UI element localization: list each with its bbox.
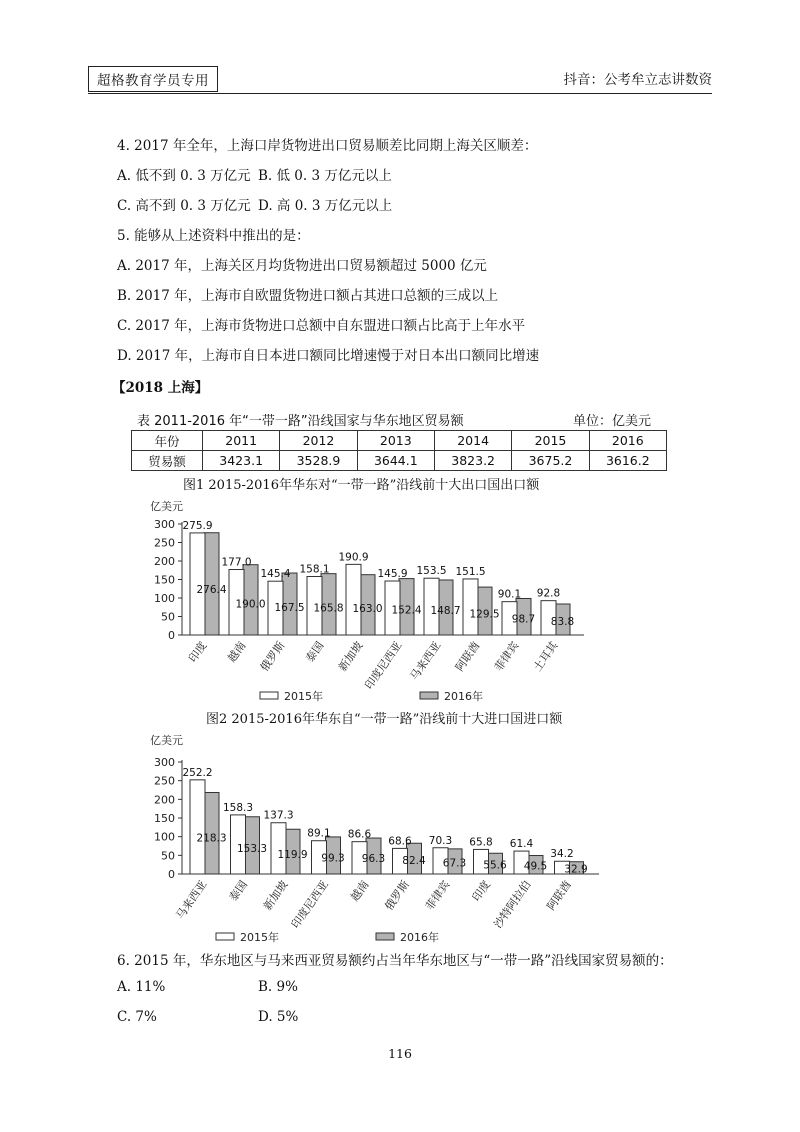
bar-2015 — [463, 579, 478, 635]
category-label: 沙特阿拉伯 — [491, 878, 534, 931]
header-divider — [88, 93, 712, 94]
data-label-2016: 119.9 — [277, 848, 308, 861]
category-label: 阿联酋 — [452, 639, 483, 674]
legend-label-2015: 2015年 — [284, 690, 323, 703]
data-label-2016: 55.6 — [483, 859, 507, 872]
data-label-2016: 83.8 — [550, 616, 575, 629]
data-label-2016: 32.9 — [564, 863, 588, 876]
data-label-2015: 151.5 — [455, 565, 486, 578]
category-label: 印度 — [469, 878, 493, 904]
bar-2015 — [346, 564, 361, 635]
category-label: 菲律宾 — [491, 639, 522, 674]
data-label-2015: 92.8 — [536, 587, 561, 600]
data-label-2016: 153.3 — [236, 843, 268, 856]
y-tick-label: 250 — [154, 774, 175, 788]
table-cell: 2013 — [357, 431, 434, 451]
q4-option-c: C. 高不到 0. 3 万亿元 — [117, 198, 251, 214]
category-label: 俄罗斯 — [257, 639, 288, 674]
category-label: 新加坡 — [260, 878, 291, 913]
data-label-2015: 137.3 — [263, 809, 294, 822]
legend-swatch-2015 — [260, 692, 278, 699]
data-label-2016: 129.5 — [469, 608, 500, 621]
data-label-2015: 70.3 — [428, 834, 453, 847]
data-label-2015: 61.4 — [509, 838, 534, 851]
category-label: 泰国 — [226, 878, 250, 904]
table-cell: 3644.1 — [357, 451, 434, 471]
legend-swatch-2016 — [376, 933, 394, 940]
section-title: 【2018 上海】 — [112, 380, 209, 396]
table-unit: 单位：亿美元 — [573, 414, 652, 429]
category-label: 印度尼西亚 — [362, 639, 405, 692]
data-label-2015: 145.9 — [377, 568, 408, 581]
q6-option-c: C. 7% — [117, 1009, 157, 1025]
y-tick-label: 100 — [154, 592, 175, 605]
data-label-2015: 90.1 — [497, 588, 522, 601]
q6-stem: 6. 2015 年，华东地区与马来西亚贸易额约占当年华东地区与“一带一路”沿线国家贸易额的： — [117, 953, 673, 969]
y-axis-label: 亿美元 — [150, 734, 183, 747]
data-label-2015: 153.5 — [416, 565, 447, 578]
table-cell: 3823.2 — [434, 451, 511, 471]
table-cell: 年份 — [132, 431, 203, 451]
y-tick-label: 150 — [154, 573, 175, 587]
legend-label-2016: 2016年 — [444, 690, 483, 703]
chart2-title: 图2 2015-2016年华东自“一带一路”沿线前十大进口国进口额 — [206, 712, 563, 727]
category-label: 越南 — [225, 639, 249, 665]
data-label-2015: 190.9 — [338, 551, 369, 564]
data-label-2015: 68.6 — [388, 835, 412, 848]
data-label-2016: 165.8 — [313, 602, 344, 615]
q4-option-d: D. 高 0. 3 万亿元以上 — [258, 198, 393, 214]
y-tick-label: 50 — [161, 610, 175, 624]
table-row — [132, 451, 667, 471]
q6-option-b: B. 9% — [258, 979, 298, 995]
data-label-2016: 190.0 — [235, 598, 266, 611]
trade-table — [131, 430, 667, 471]
bar-2015 — [190, 780, 205, 874]
data-label-2015: 89.1 — [307, 827, 331, 840]
category-label: 印度 — [186, 639, 210, 665]
data-label-2016: 49.5 — [523, 860, 548, 873]
table-cell: 3423.1 — [203, 451, 280, 471]
header-badge: 超格教育学员专用 — [88, 66, 218, 92]
data-label-2015: 65.8 — [469, 836, 493, 849]
data-label-2015: 275.9 — [182, 519, 213, 532]
data-label-2016: 167.5 — [274, 602, 305, 615]
data-label-2015: 158.3 — [222, 801, 254, 814]
table-cell: 3616.2 — [589, 451, 666, 471]
category-label: 新加坡 — [335, 639, 366, 674]
y-tick-label: 50 — [161, 849, 175, 863]
data-label-2016: 99.3 — [321, 852, 345, 865]
q4-option-b: B. 低 0. 3 万亿元以上 — [258, 168, 392, 184]
data-label-2016: 67.3 — [442, 857, 467, 870]
legend-swatch-2015 — [216, 933, 234, 940]
table-cell: 2015 — [512, 431, 589, 451]
legend-label-2015: 2015年 — [240, 931, 279, 944]
q5-stem: 5. 能够从上述资料中推出的是： — [117, 228, 310, 244]
category-label: 马来西亚 — [407, 639, 444, 683]
y-tick-label: 250 — [154, 536, 175, 550]
y-tick-label: 150 — [154, 812, 175, 825]
q4-stem: 4. 2017 年全年，上海口岸货物进出口贸易顺差比同期上海关区顺差： — [117, 138, 538, 154]
data-label-2016: 276.4 — [196, 583, 227, 596]
category-label: 菲律宾 — [422, 878, 453, 913]
table-cell: 2016 — [589, 431, 666, 451]
chart1-title: 图1 2015-2016年华东对“一带一路”沿线前十大出口国出口额 — [183, 478, 540, 493]
y-tick-label: 0 — [168, 629, 175, 642]
data-label-2015: 34.2 — [550, 848, 574, 861]
table-cell: 3675.2 — [512, 451, 589, 471]
y-tick-label: 0 — [168, 868, 175, 881]
data-label-2016: 96.3 — [361, 852, 386, 865]
data-label-2016: 98.7 — [511, 613, 536, 626]
q6-option-d: D. 5% — [258, 1009, 299, 1025]
q5-option-a: A. 2017 年，上海关区月均货物进出口贸易额超过 5000 亿元 — [117, 258, 487, 274]
y-tick-label: 200 — [154, 793, 175, 807]
table-cell: 2011 — [203, 431, 280, 451]
data-label-2016: 82.4 — [402, 855, 426, 868]
export-bar-chart — [120, 494, 640, 706]
category-label: 俄罗斯 — [382, 878, 412, 913]
data-label-2016: 163.0 — [352, 602, 383, 615]
import-bar-chart — [120, 728, 640, 946]
data-label-2016: 148.7 — [430, 605, 461, 618]
table-cell: 2012 — [280, 431, 357, 451]
q5-option-b: B. 2017 年，上海市自欧盟货物进口额占其进口总额的三成以上 — [117, 288, 499, 304]
data-label-2016: 152.4 — [391, 604, 422, 617]
y-axis-label: 亿美元 — [150, 500, 183, 513]
legend-swatch-2016 — [420, 692, 438, 699]
page-number: 116 — [388, 1046, 412, 1061]
header-channel: 抖音：公考牟立志讲数资 — [563, 72, 712, 88]
y-tick-label: 100 — [154, 830, 175, 844]
data-label-2015: 252.2 — [182, 766, 213, 779]
y-tick-label: 200 — [154, 555, 175, 568]
category-label: 马来西亚 — [173, 878, 210, 922]
legend-label-2016: 2016年 — [400, 931, 439, 944]
table-row — [132, 431, 667, 451]
category-label: 土耳其 — [530, 639, 561, 674]
category-label: 越南 — [348, 878, 372, 904]
data-label-2015: 158.1 — [299, 563, 330, 576]
y-tick-label: 300 — [154, 756, 175, 769]
data-label-2015: 177.0 — [221, 556, 252, 569]
q4-option-a: A. 低不到 0. 3 万亿元 — [117, 168, 251, 184]
q5-option-c: C. 2017 年，上海市货物进口总额中自东盟进口额占比高于上年水平 — [117, 318, 526, 334]
category-label: 阿联酋 — [544, 878, 574, 913]
category-label: 印度尼西亚 — [288, 878, 331, 931]
table-cell: 3528.9 — [280, 451, 357, 471]
table-cell: 贸易额 — [132, 451, 203, 471]
data-label-2015: 145.4 — [260, 568, 291, 581]
table-cell: 2014 — [434, 431, 511, 451]
category-label: 泰国 — [303, 639, 327, 665]
y-tick-label: 300 — [154, 518, 175, 531]
q5-option-d: D. 2017 年，上海市自日本进口额同比增速慢于对日本出口额同比增速 — [117, 348, 540, 364]
data-label-2015: 86.6 — [347, 828, 372, 841]
table-title: 表 2011-2016 年“一带一路”沿线国家与华东地区贸易额 — [137, 414, 464, 429]
data-label-2016: 218.3 — [196, 832, 227, 845]
q6-option-a: A. 11% — [117, 979, 166, 995]
